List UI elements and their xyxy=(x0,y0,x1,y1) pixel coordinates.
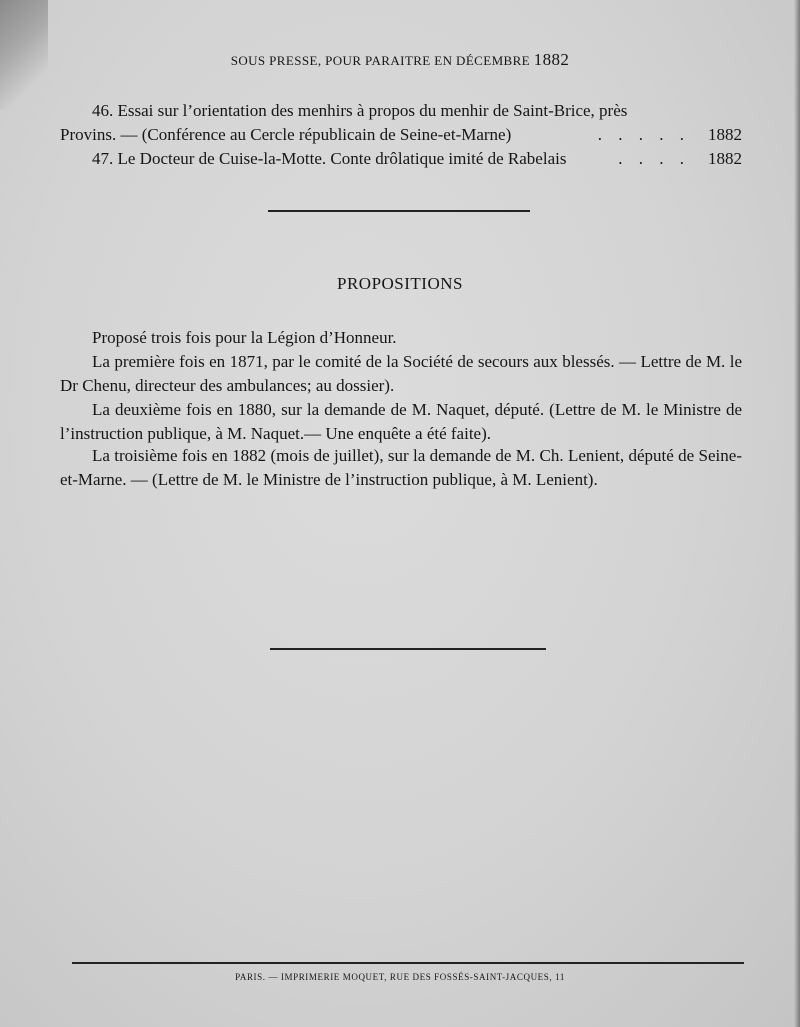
paragraph-text: Proposé trois fois pour la Légion d’Honneur. xyxy=(92,328,397,347)
section-heading: PROPOSITIONS xyxy=(337,274,463,293)
entry-title-line1: Essai sur l’orientation des menhirs à propos du menhir de Saint-Brice, près xyxy=(117,101,628,120)
entry-number: 47. xyxy=(92,149,114,168)
running-head xyxy=(0,50,800,70)
printer-imprint: PARIS. — IMPRIMERIE MOQUET, RUE DES FOSSÉS-SAINT-JACQUES, 11 xyxy=(235,972,565,982)
running-head-text: SOUS PRESSE, POUR PARAITRE EN DÉCEMBRE xyxy=(230,53,531,68)
entry-title-line2: Provins. — (Conférence au Cercle républicain de Seine-et-Marne) xyxy=(60,125,512,144)
paragraph-text: La troisième fois en 1882 (mois de juillet), sur la demande de M. Ch. Lenient, député de Seine-et-Marne. — (Lettre de M. le Ministre de l’instruction publique, à M. Lenient). xyxy=(60,446,742,489)
paragraph xyxy=(60,444,742,492)
divider-rule xyxy=(268,210,530,212)
leader-dots: . . . . xyxy=(618,149,690,168)
entry-number: 46. xyxy=(92,101,114,120)
paragraph-text: La première fois en 1871, par le comité de la Société de secours aux blessés. — Lettre de M. le Dr Chenu, directeur des ambulances; au dossier). xyxy=(60,352,742,395)
entry-title: Le Docteur de Cuise-la-Motte. Conte drôlatique imité de Rabelais xyxy=(117,149,567,168)
paragraph-text: La deuxième fois en 1880, sur la demande de M. Naquet, député. (Lettre de M. le Ministre de l’instruction publique, à M. Naquet.— Une enquête a été faite). xyxy=(60,400,742,443)
paragraph xyxy=(60,350,742,398)
divider-rule xyxy=(270,648,546,650)
entry-47 xyxy=(92,146,742,171)
entry-year: 1882 xyxy=(708,149,742,168)
running-head-year: 1882 xyxy=(533,50,570,69)
page-edge-shadow xyxy=(794,0,800,1027)
footer-rule xyxy=(72,962,744,964)
paragraph xyxy=(60,326,742,350)
entry-46-line2 xyxy=(60,122,742,147)
leader-dots: . . . . . xyxy=(597,125,690,144)
entry-year: 1882 xyxy=(708,125,742,144)
entry-46-line1 xyxy=(92,98,752,123)
paragraph xyxy=(60,398,742,446)
